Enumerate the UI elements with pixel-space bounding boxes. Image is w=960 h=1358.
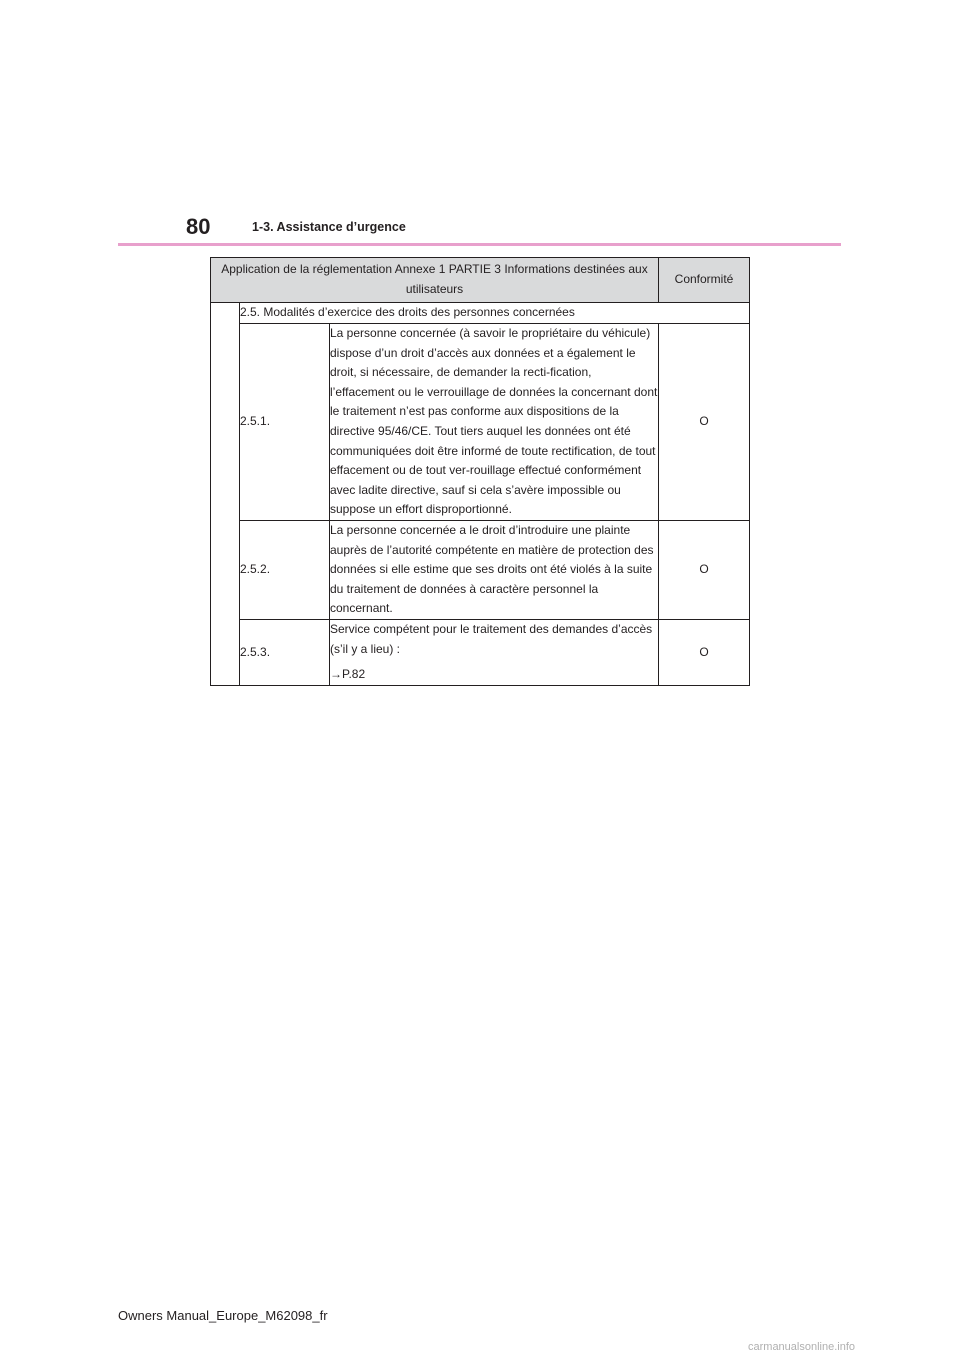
table-row: [211, 619, 750, 685]
row-number: 2.5.3.: [240, 619, 330, 685]
row-conformity: O: [659, 520, 750, 619]
document-name: Owners Manual_Europe_M62098_fr: [118, 1308, 328, 1323]
row-text-cell: [330, 619, 659, 685]
page-number: 80: [186, 214, 211, 239]
table-header-conformity: Conformité: [659, 258, 750, 303]
watermark: carmanualsonline.info: [748, 1341, 856, 1353]
row-conformity: O: [659, 324, 750, 521]
table-header-row: [211, 258, 750, 303]
table-row: [211, 520, 750, 619]
page-reference-link[interactable]: →P.82: [330, 667, 366, 682]
table-section-heading: 2.5. Modalités d’exercice des droits des personnes concernées: [240, 303, 750, 324]
table-indent-cell: [211, 303, 240, 686]
row-text: Service compétent pour le traitement des demandes d’accès (s’il y a lieu) :: [330, 621, 653, 656]
row-conformity: O: [659, 619, 750, 685]
regulation-table: [210, 257, 750, 686]
row-number: 2.5.1.: [240, 324, 330, 521]
table-section-row: [211, 303, 750, 324]
section-title: 1-3. Assistance d’urgence: [252, 220, 406, 234]
row-text: La personne concernée a le droit d’introduire une plainte auprès de l’autorité compétente en matière de protection des données si elle estime que ses droits ont été violés à la suite du traitement de données à caractère personnel la concernant.: [330, 520, 659, 619]
header-divider: [118, 243, 841, 246]
table-row: [211, 324, 750, 521]
table-header-regulation: Application de la réglementation Annexe 1 PARTIE 3 Informations destinées aux utilisateurs: [211, 258, 659, 303]
row-text: La personne concernée (à savoir le propriétaire du véhicule) dispose d’un droit d’accès aux données et a également le droit, si nécessaire, de demander la recti-fication, l’effacement ou le verrouillage de données la concernant dont le traitement n’est pas conforme aux dispositions de la directive 95/46/CE. Tout tiers auquel les données ont été communiquées doit être informé de toute rectification, de tout effacement ou de tout ver-rouillage effectué conformément avec ladite directive, sauf si cela s’avère impossible ou suppose un effort disproportionné.: [330, 324, 659, 521]
row-number: 2.5.2.: [240, 520, 330, 619]
